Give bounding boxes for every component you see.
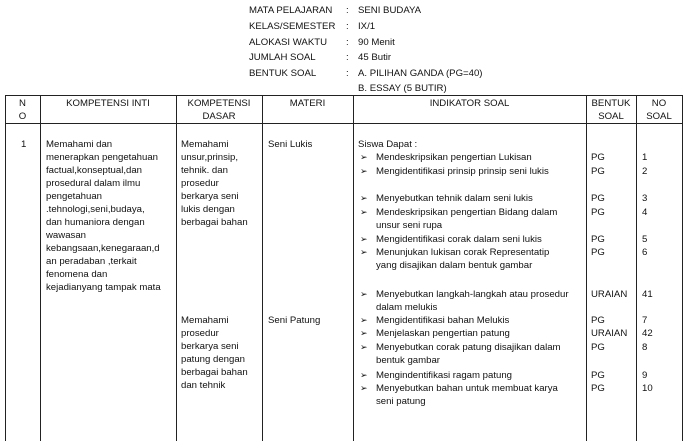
table-top-border	[5, 95, 682, 96]
no-soal-value: 5	[642, 234, 648, 245]
header-value-mapel: SENI BUDAYA	[358, 5, 422, 16]
kompetensi-dasar-1: Memahami unsur,prinsip, tehnik. dan prosedur berkarya seni lukis dengan berbagai bahan	[181, 139, 248, 228]
arrow-bullet-icon: ➢	[360, 383, 368, 393]
arrow-bullet-icon: ➢	[360, 152, 368, 162]
bentuk-soal-value: PG	[591, 234, 605, 245]
arrow-bullet-icon: ➢	[360, 370, 368, 380]
arrow-bullet-icon: ➢	[360, 166, 368, 176]
header-colon: :	[346, 37, 349, 48]
indicator-item: ➢ Menyebutkan langkah-langkah atau prosedur dalam melukis	[360, 289, 569, 313]
header-label-kelas: KELAS/SEMESTER	[249, 21, 336, 32]
bentuk-soal-value: PG	[591, 383, 605, 394]
arrow-bullet-icon: ➢	[360, 247, 368, 257]
column-divider	[176, 95, 177, 441]
header-value-kelas: IX/1	[358, 21, 376, 32]
arrow-bullet-icon: ➢	[360, 193, 368, 203]
col-header-materi: MATERI	[289, 98, 326, 109]
arrow-bullet-icon: ➢	[360, 315, 368, 325]
header-value-essay: B. ESSAY (5 BUTIR)	[358, 83, 447, 94]
column-divider	[353, 95, 354, 441]
column-divider	[262, 95, 263, 441]
kompetensi-dasar-2: Memahami prosedur berkarya seni patung dengan berbagai bahan dan tehnik	[181, 315, 248, 391]
header-colon: :	[346, 68, 349, 79]
table-header-divider	[5, 123, 682, 124]
arrow-bullet-icon: ➢	[360, 207, 368, 217]
indicator-item: ➢ Mengidentifikasi prinsip prinsip seni lukis	[360, 166, 549, 177]
col-header-kompetensi-dasar: KOMPETENSI DASAR	[187, 98, 251, 122]
indicator-item: ➢ Menyebutkan tehnik dalam seni lukis	[360, 193, 533, 204]
arrow-bullet-icon: ➢	[360, 234, 368, 244]
header-label-mapel: MATA PELAJARAN	[249, 5, 333, 16]
no-soal-value: 10	[642, 383, 653, 394]
indicator-item: ➢ Mendeskripsikan pengertian Lukisan	[360, 152, 532, 163]
header-colon: :	[346, 21, 349, 32]
bentuk-soal-value: PG	[591, 207, 605, 218]
indicator-item: ➢ Menjelaskan pengertian patung	[360, 328, 510, 339]
col-header-kompetensi-inti: KOMPETENSI INTI	[66, 98, 150, 109]
bentuk-soal-value: URAIAN	[591, 289, 628, 300]
indicator-item: ➢ Mendeskripsikan pengertian Bidang dalam unsur seni rupa	[360, 207, 558, 231]
col-header-no-soal: NO SOAL	[646, 98, 672, 122]
indicator-item: ➢ Mengidentifikasi bahan Melukis	[360, 315, 510, 326]
column-divider	[636, 95, 637, 441]
col-header-bentuk-soal: BENTUK SOAL	[591, 98, 631, 122]
header-label-bentuk: BENTUK SOAL	[249, 68, 317, 79]
materi-seni-lukis: Seni Lukis	[268, 139, 313, 150]
header-colon: :	[346, 52, 349, 63]
indicator-item: ➢ Menyebutkan bahan untuk membuat karya seni patung	[360, 383, 558, 407]
column-divider	[682, 95, 683, 441]
no-soal-value: 8	[642, 342, 648, 353]
header-label-jumlah: JUMLAH SOAL	[249, 52, 316, 63]
row-number: 1	[21, 139, 27, 150]
no-soal-value: 9	[642, 370, 648, 381]
indicator-item: ➢ Menunjukan lukisan corak Representatip yang disajikan dalam bentuk gambar	[360, 247, 550, 271]
bentuk-soal-value: PG	[591, 166, 605, 177]
arrow-bullet-icon: ➢	[360, 328, 368, 338]
bentuk-soal-value: PG	[591, 247, 605, 258]
header-value-alokasi: 90 Menit	[358, 37, 395, 48]
materi-seni-patung: Seni Patung	[268, 315, 321, 326]
indicator-item: ➢ Mengindentifikasi ragam patung	[360, 370, 512, 381]
column-divider	[586, 95, 587, 441]
header-label-alokasi: ALOKASI WAKTU	[249, 37, 328, 48]
no-soal-value: 7	[642, 315, 648, 326]
bentuk-soal-value: PG	[591, 370, 605, 381]
indicator-item: ➢ Mengidentifikasi corak dalam seni lukis	[360, 234, 542, 245]
bentuk-soal-value: URAIAN	[591, 328, 628, 339]
kompetensi-inti-text: Memahami dan menerapkan pengetahuan factual,konseptual,dan prosedural dalam ilmu pengetahuan .tehnologi,seni,budaya, dan humaniora dengan wawasan kebangsaan,kenegaraan,d an peradaban ,terkait fenomena dan kejadianyang tampak mata	[46, 139, 161, 293]
no-soal-value: 2	[642, 166, 648, 177]
no-soal-value: 4	[642, 207, 648, 218]
no-soal-value: 42	[642, 328, 653, 339]
header-value-bentuk: A. PILIHAN GANDA (PG=40)	[358, 68, 483, 79]
no-soal-value: 3	[642, 193, 648, 204]
col-header-indikator: INDIKATOR SOAL	[429, 98, 510, 109]
no-soal-value: 6	[642, 247, 648, 258]
column-divider	[40, 95, 41, 441]
no-soal-value: 41	[642, 289, 653, 300]
bentuk-soal-value: PG	[591, 193, 605, 204]
header-value-jumlah: 45 Butir	[358, 52, 392, 63]
bentuk-soal-value: PG	[591, 342, 605, 353]
arrow-bullet-icon: ➢	[360, 342, 368, 352]
bentuk-soal-value: PG	[591, 152, 605, 163]
bentuk-soal-value: PG	[591, 315, 605, 326]
arrow-bullet-icon: ➢	[360, 289, 368, 299]
siswa-dapat-label: Siswa Dapat :	[358, 139, 418, 150]
no-soal-value: 1	[642, 152, 648, 163]
column-divider	[5, 95, 6, 441]
indicator-item: ➢ Menyebutkan corak patung disajikan dalam bentuk gambar	[360, 342, 561, 366]
header-colon: :	[346, 5, 349, 16]
col-header-no: N O	[18, 98, 27, 122]
